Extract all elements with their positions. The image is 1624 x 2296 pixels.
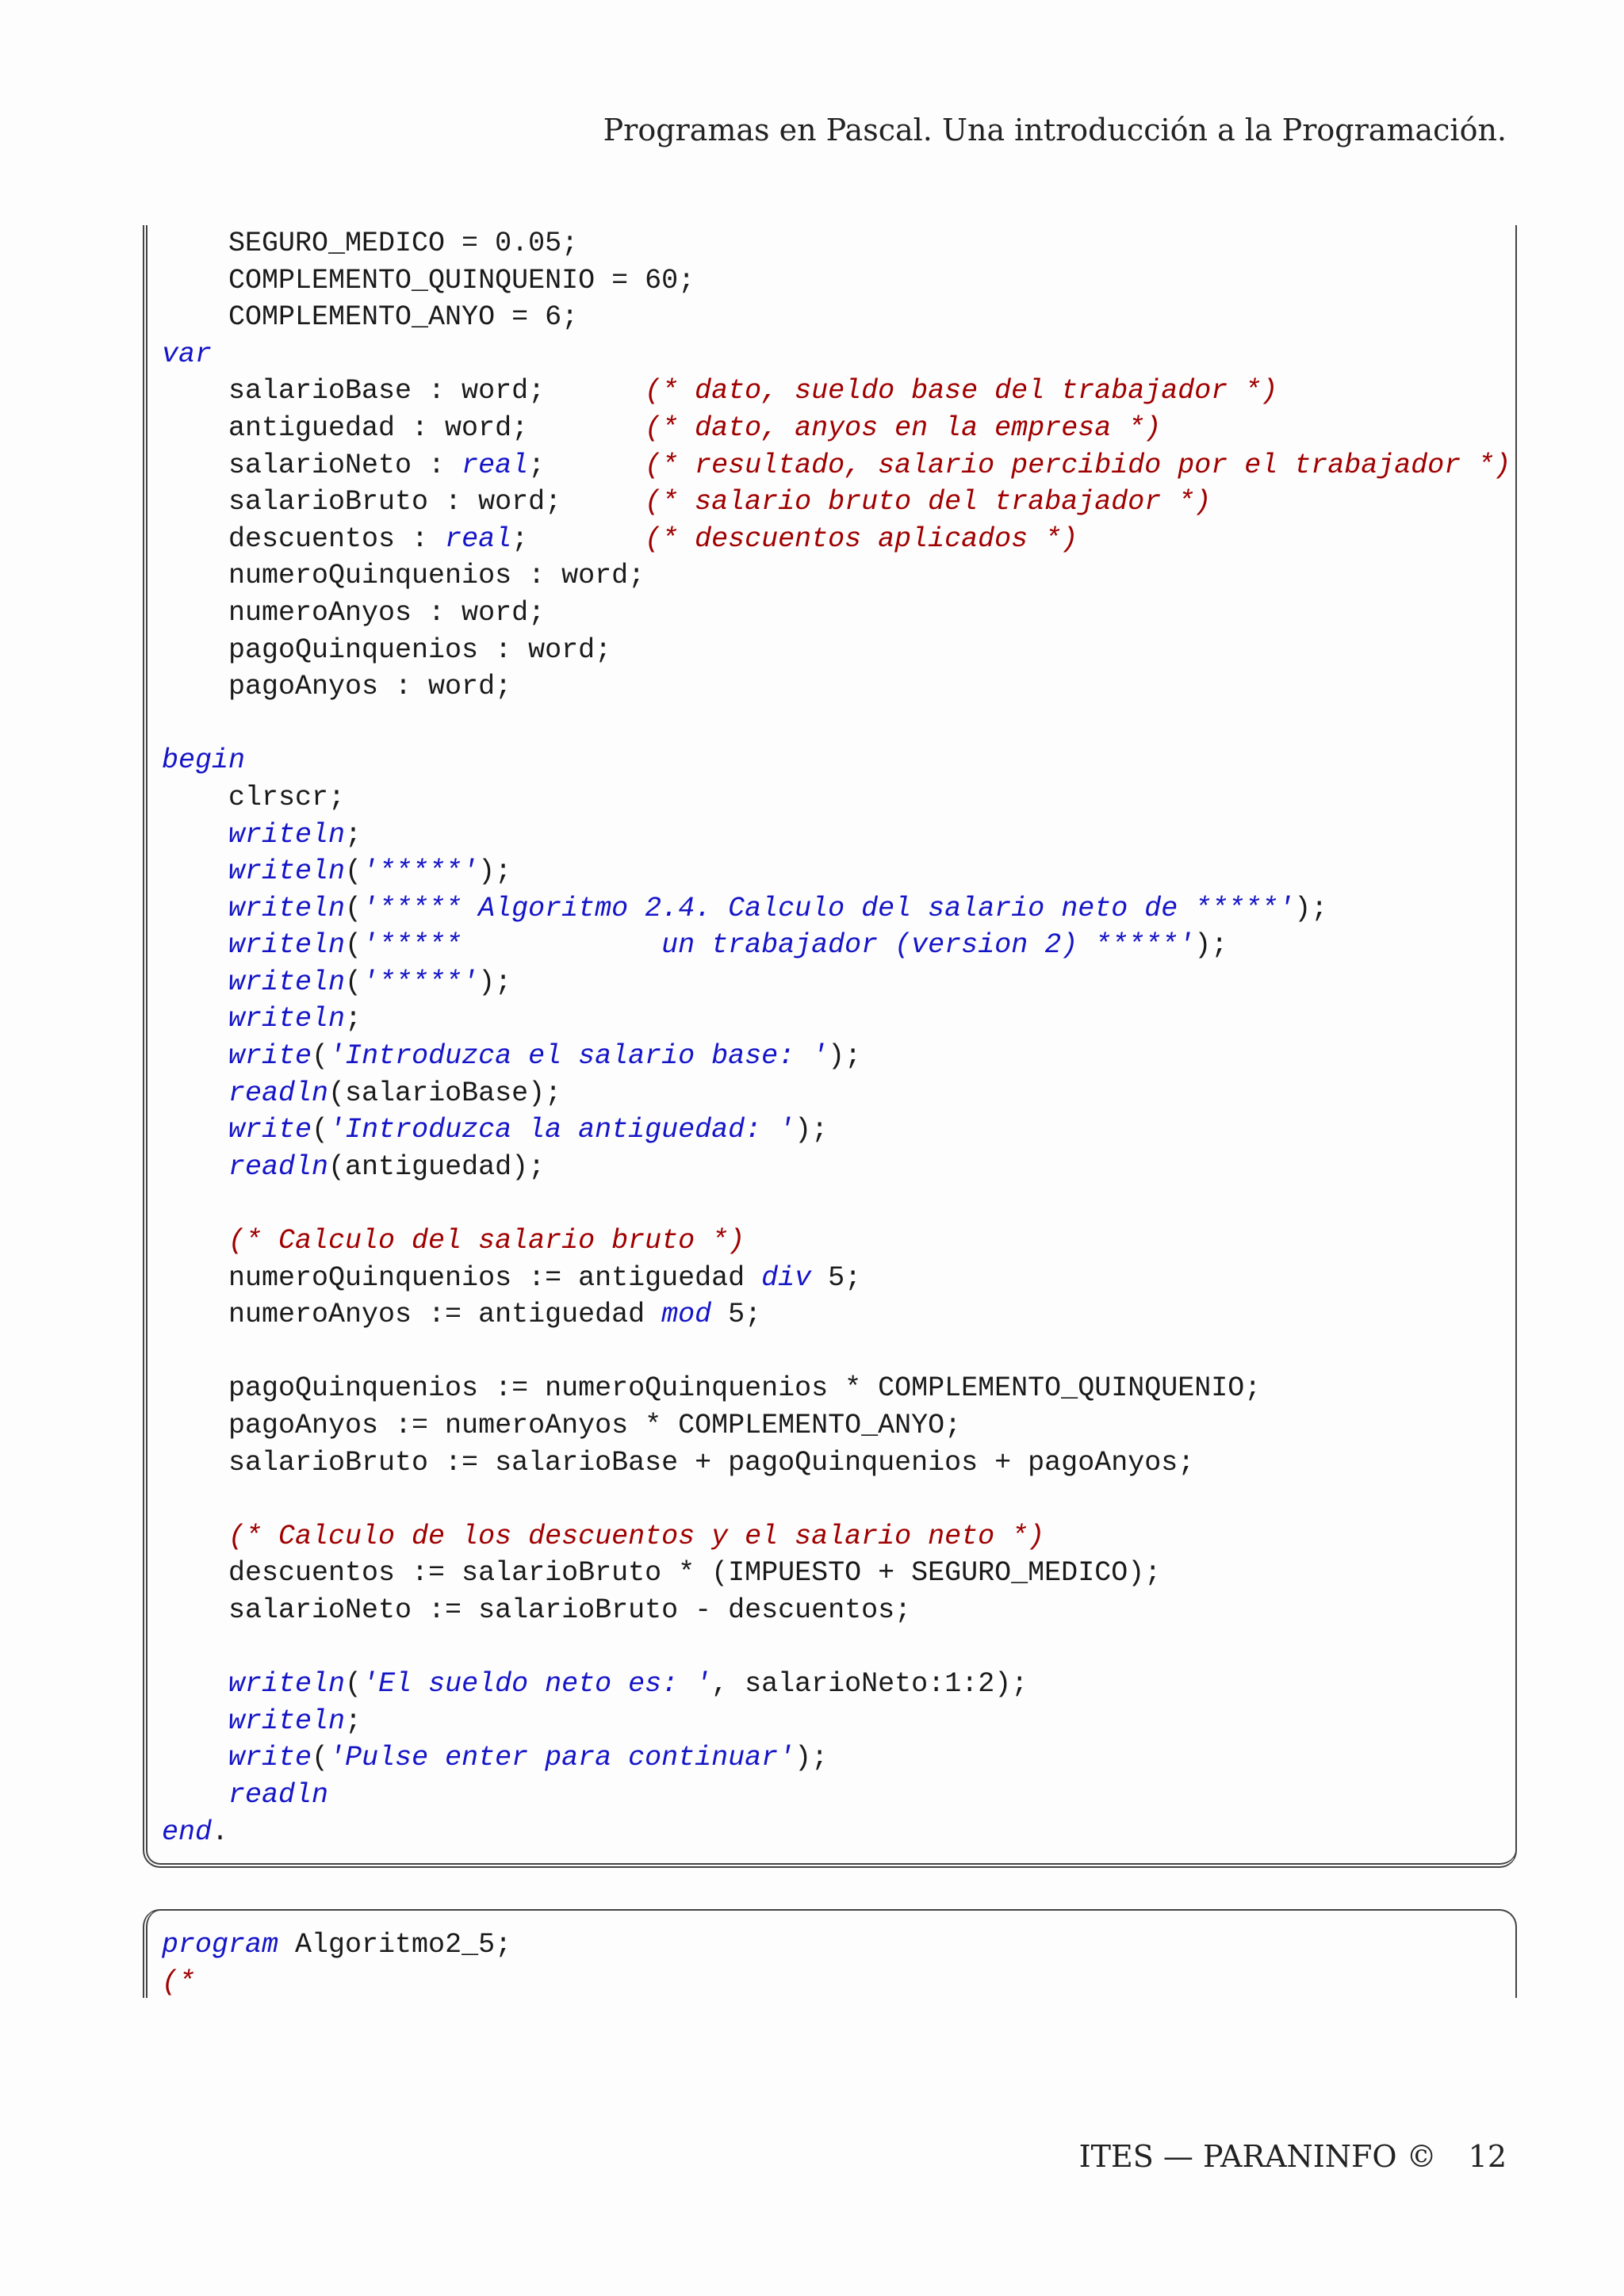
code-line: [162, 1223, 1511, 1260]
code-listing-algoritmo-2-5: [143, 1909, 1517, 1998]
code-token: (: [345, 929, 362, 962]
code-token: pagoQuinquenios : word;: [162, 633, 612, 666]
code-token: [162, 1003, 228, 1035]
code-token: [162, 819, 228, 851]
code-token: COMPLEMENTO_ANYO = 6;: [162, 301, 579, 334]
comment-token: (* Calculo de los descuentos y el salario neto *): [228, 1520, 1045, 1552]
code-line: [162, 557, 1511, 595]
keyword-token: write: [228, 1114, 312, 1146]
code-line: [162, 447, 1511, 484]
page-number: 12: [1468, 2139, 1507, 2174]
keyword-token: readln: [228, 1077, 329, 1109]
code-token: ;: [345, 1705, 362, 1737]
code-token: Algoritmo2_5;: [278, 1929, 512, 1961]
code-token: [162, 1151, 228, 1183]
code-line: [162, 1296, 1511, 1334]
code-line: [162, 668, 1511, 706]
code-line: [162, 299, 1511, 336]
code-token: antiguedad : word;: [162, 411, 645, 444]
keyword-token: writeln: [228, 818, 346, 851]
code-token: (: [345, 855, 362, 888]
string-token: 'Introduzca el salario base: ': [328, 1040, 829, 1073]
code-token: salarioBruto : word;: [162, 486, 645, 519]
code-token: ;: [345, 818, 362, 851]
code-token: clrscr;: [162, 781, 346, 813]
code-token: pagoAnyos : word;: [162, 671, 512, 703]
keyword-token: writeln: [228, 966, 346, 998]
code-line: [162, 1629, 1511, 1667]
code-line: [162, 853, 1511, 890]
keyword-token: writeln: [228, 1003, 346, 1035]
code-token: );: [1294, 892, 1328, 924]
string-token: 'El sueldo neto es: ': [362, 1668, 712, 1701]
code-line: [162, 410, 1511, 447]
string-token: 'Introduzca la antiguedad: ': [328, 1114, 795, 1146]
code-line: [162, 890, 1511, 928]
code-line: [162, 1777, 1511, 1814]
code-line: [162, 1518, 1511, 1556]
code-token: );: [795, 1114, 829, 1146]
code-token: [162, 929, 228, 961]
code-line: [162, 521, 1511, 558]
code-line: [162, 373, 1511, 410]
code-token: [162, 1040, 228, 1072]
code-line: [162, 964, 1511, 1001]
code-line: [162, 1703, 1511, 1740]
code-token: (: [345, 966, 362, 998]
keyword-token: mod: [661, 1299, 712, 1331]
keyword-token: real: [462, 449, 529, 481]
code-line: [162, 595, 1511, 632]
code-token: salarioNeto := salarioBruto - descuentos;: [162, 1594, 912, 1626]
code-token: [162, 1225, 228, 1257]
code-token: 5;: [811, 1261, 862, 1294]
string-token: '***** un trabajador (version 2) *****': [362, 929, 1195, 962]
code-token: salarioNeto :: [162, 449, 462, 481]
string-token: '***** Algoritmo 2.4. Calculo del salario neto de *****': [362, 892, 1295, 924]
code-line: [162, 1001, 1511, 1038]
code-token: ;: [511, 522, 645, 555]
code-line: [162, 632, 1511, 669]
code-lines: [162, 225, 1511, 1850]
code-line: [162, 484, 1511, 521]
keyword-token: writeln: [228, 1705, 346, 1737]
code-token: );: [478, 855, 512, 888]
comment-token: (* dato, sueldo base del trabajador *): [645, 375, 1278, 408]
code-line: [162, 1407, 1511, 1445]
code-token: );: [795, 1742, 829, 1774]
string-token: 'Pulse enter para continuar': [328, 1742, 795, 1774]
code-line: [162, 742, 1511, 779]
code-line: [162, 927, 1511, 964]
code-line: [162, 706, 1511, 743]
code-token: [162, 1521, 228, 1552]
code-line: [162, 1666, 1511, 1703]
keyword-token: writeln: [228, 1668, 346, 1701]
code-token: );: [478, 966, 512, 998]
code-lines: [162, 1927, 511, 2000]
code-line: [162, 1814, 1511, 1851]
code-line: [162, 1334, 1511, 1371]
code-token: 5;: [711, 1299, 762, 1331]
code-token: pagoAnyos := numeroAnyos * COMPLEMENTO_ANYO;: [162, 1410, 962, 1441]
code-token: (: [312, 1114, 329, 1146]
code-token: descuentos := salarioBruto * (IMPUESTO + SEGURO_MEDICO);: [162, 1557, 1162, 1590]
code-token: descuentos :: [162, 522, 446, 555]
code-token: [162, 966, 228, 998]
code-line: [162, 1149, 1511, 1186]
code-token: [162, 1705, 228, 1737]
keyword-token: div: [761, 1261, 812, 1294]
code-line: [162, 779, 1511, 817]
code-line: [162, 1038, 1511, 1075]
keyword-token: writeln: [228, 855, 346, 888]
code-token: (: [345, 892, 362, 924]
code-token: salarioBase : word;: [162, 375, 645, 408]
code-token: (: [312, 1040, 329, 1073]
code-token: );: [1194, 929, 1228, 962]
keyword-token: readln: [228, 1150, 329, 1183]
code-token: numeroQuinquenios : word;: [162, 560, 645, 592]
code-token: numeroAnyos : word;: [162, 596, 546, 629]
comment-token: (* dato, anyos en la empresa *): [645, 411, 1162, 444]
keyword-token: program: [162, 1929, 279, 1961]
keyword-token: write: [228, 1742, 312, 1774]
publisher-credit: ITES — PARANINFO ©: [1078, 2139, 1437, 2174]
code-line: [162, 1075, 1511, 1112]
code-token: [162, 893, 228, 924]
keyword-token: begin: [162, 744, 246, 777]
string-token: '*****': [362, 966, 479, 998]
comment-token: (* resultado, salario percibido por el trabajador *): [645, 449, 1511, 481]
code-line: [162, 817, 1511, 854]
code-line: [162, 225, 1511, 262]
comment-token: (* descuentos aplicados *): [645, 522, 1078, 555]
keyword-token: real: [445, 522, 512, 555]
code-line: [162, 1927, 511, 1964]
code-token: [162, 1077, 228, 1109]
keyword-token: end: [162, 1816, 213, 1848]
code-token: COMPLEMENTO_QUINQUENIO = 60;: [162, 264, 695, 297]
code-line: [162, 1260, 1511, 1297]
comment-token: (* salario bruto del trabajador *): [645, 486, 1212, 519]
code-line: [162, 1185, 1511, 1223]
code-token: numeroAnyos := antiguedad: [162, 1299, 662, 1331]
code-line: [162, 336, 1511, 373]
code-token: [162, 1779, 228, 1811]
page-footer: [1079, 2139, 1507, 2174]
keyword-token: readln: [228, 1778, 329, 1811]
page-header: Programas en Pascal. Una introducción a la Programación.: [603, 113, 1507, 147]
keyword-token: writeln: [228, 892, 346, 924]
code-line: [162, 1592, 1511, 1629]
keyword-token: writeln: [228, 929, 346, 962]
code-line: [162, 1964, 511, 2001]
code-token: (: [312, 1742, 329, 1774]
code-line: [162, 262, 1511, 300]
code-listing-algoritmo-2-4: [143, 225, 1517, 1868]
code-line: [162, 1555, 1511, 1592]
code-token: (salarioBase);: [328, 1077, 562, 1109]
code-token: pagoQuinquenios := numeroQuinquenios * COMPLEMENTO_QUINQUENIO;: [162, 1372, 1262, 1405]
code-line: [162, 1481, 1511, 1518]
code-token: .: [212, 1816, 229, 1848]
code-token: , salarioNeto:1:2);: [711, 1668, 1028, 1701]
code-token: [162, 855, 228, 887]
comment-token: (* Calculo del salario bruto *): [228, 1225, 745, 1257]
code-token: [162, 1742, 228, 1774]
code-token: [162, 1114, 228, 1146]
code-token: ;: [528, 449, 645, 481]
code-token: (: [345, 1668, 362, 1701]
code-line: [162, 1370, 1511, 1407]
keyword-token: write: [228, 1040, 312, 1073]
code-token: numeroQuinquenios := antiguedad: [162, 1261, 762, 1294]
keyword-token: var: [162, 338, 213, 370]
code-token: (antiguedad);: [328, 1150, 546, 1183]
code-line: [162, 1112, 1511, 1149]
code-line: [162, 1445, 1511, 1482]
code-token: salarioBruto := salarioBase + pagoQuinquenios + pagoAnyos;: [162, 1446, 1195, 1479]
string-token: '*****': [362, 855, 479, 888]
code-line: [162, 1739, 1511, 1777]
code-token: SEGURO_MEDICO = 0.05;: [162, 228, 579, 259]
code-token: [162, 1668, 228, 1700]
code-token: );: [828, 1040, 862, 1073]
code-token: ;: [345, 1003, 362, 1035]
comment-token: (*: [162, 1965, 196, 1998]
